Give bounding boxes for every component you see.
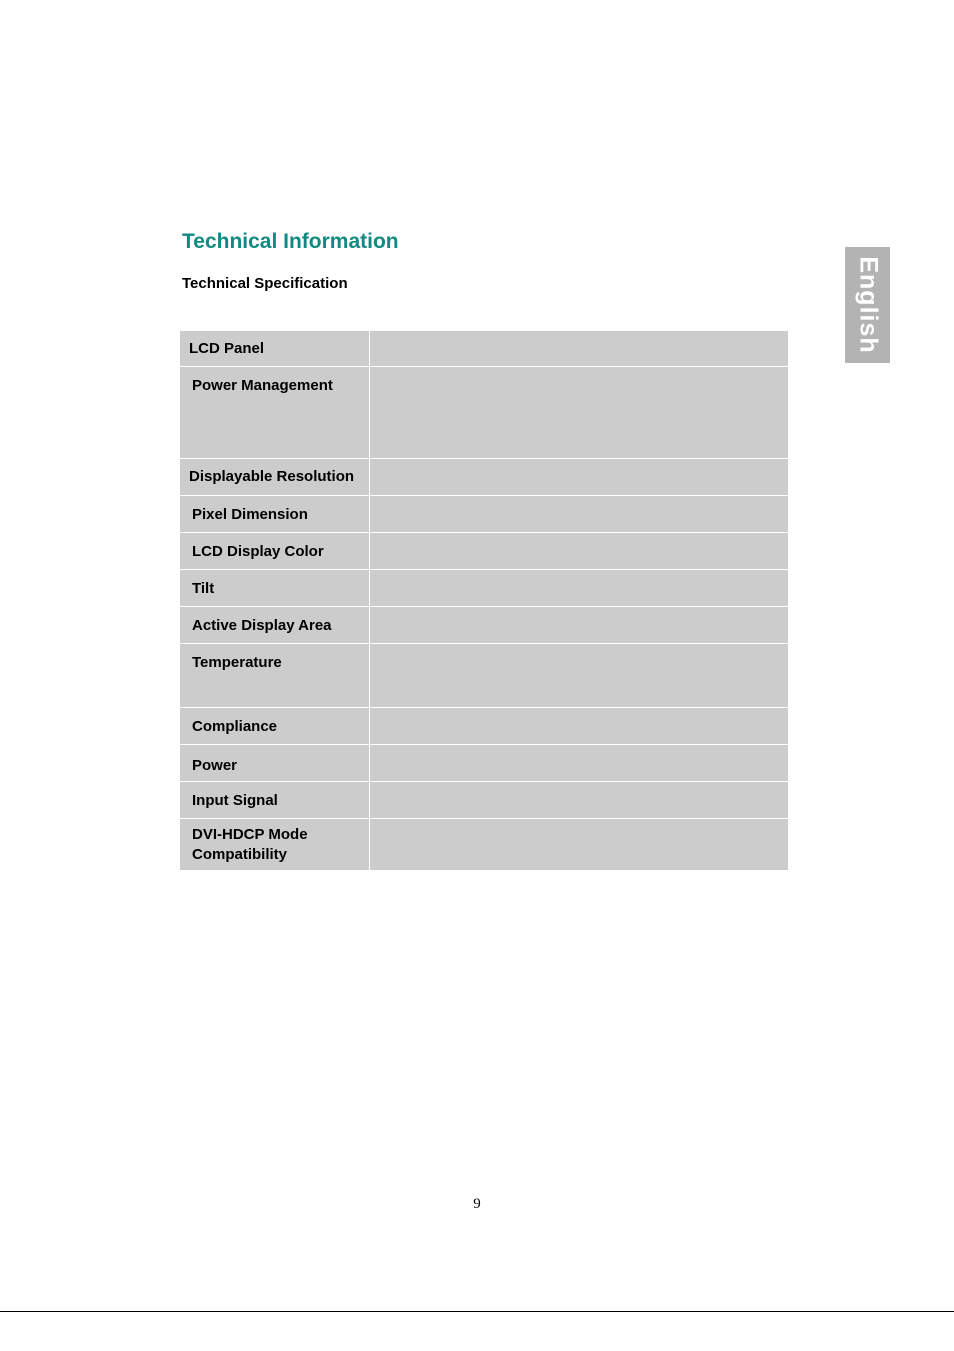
spec-label-cell <box>180 644 369 707</box>
spec-label: Tilt <box>192 580 215 597</box>
spec-value-cell <box>370 496 788 532</box>
spec-label: Active Display Area <box>192 617 332 634</box>
spec-label-cell <box>180 533 369 569</box>
page-title: Technical Information <box>182 230 399 253</box>
spec-label-cell <box>180 745 369 781</box>
spec-label: Power <box>192 757 238 774</box>
spec-value-cell <box>370 570 788 606</box>
spec-label-cell <box>180 459 369 495</box>
spec-label: LCD Panel <box>189 340 265 357</box>
spec-value-cell <box>370 331 788 366</box>
spec-row-displayable-resolution <box>180 459 788 496</box>
spec-label-cell <box>180 782 369 818</box>
spec-value-cell <box>370 644 788 707</box>
page-number: 9 <box>473 1196 481 1212</box>
spec-value-cell <box>370 459 788 495</box>
spec-row-active-display-area <box>180 607 788 644</box>
spec-label-cell <box>180 331 369 366</box>
footer-rule <box>0 1311 954 1312</box>
spec-table <box>180 331 788 870</box>
spec-row-tilt <box>180 570 788 607</box>
spec-label-cell <box>180 607 369 643</box>
spec-value-cell <box>370 745 788 781</box>
spec-row-power-management <box>180 367 788 459</box>
spec-label: Displayable Resolution <box>189 468 355 485</box>
spec-value-cell <box>370 819 788 870</box>
spec-row-pixel-dimension <box>180 496 788 533</box>
spec-label: Temperature <box>192 654 282 671</box>
spec-label-cell <box>180 819 369 870</box>
spec-row-dvi-hdcp <box>180 819 788 870</box>
spec-value-cell <box>370 782 788 818</box>
spec-label-cell <box>180 367 369 458</box>
spec-label-cell <box>180 708 369 744</box>
spec-value-cell <box>370 533 788 569</box>
spec-label: Power Management <box>192 377 333 394</box>
spec-label-cell <box>180 570 369 606</box>
spec-label: DVI-HDCP Mode Compatibility <box>192 826 308 863</box>
language-tab <box>845 247 890 363</box>
spec-label: Pixel Dimension <box>192 506 308 523</box>
spec-label: Input Signal <box>192 792 278 809</box>
spec-row-power <box>180 745 788 782</box>
spec-row-compliance <box>180 708 788 745</box>
language-tab-label: English <box>854 256 882 354</box>
spec-row-temperature <box>180 644 788 708</box>
spec-value-cell <box>370 607 788 643</box>
spec-value-cell <box>370 708 788 744</box>
spec-value-cell <box>370 367 788 458</box>
spec-label: LCD Display Color <box>192 543 324 560</box>
spec-row-lcd-panel <box>180 331 788 367</box>
spec-row-input-signal <box>180 782 788 819</box>
spec-row-lcd-display-color <box>180 533 788 570</box>
spec-label-cell <box>180 496 369 532</box>
section-subtitle: Technical Specification <box>182 275 348 292</box>
spec-label: Compliance <box>192 718 278 735</box>
